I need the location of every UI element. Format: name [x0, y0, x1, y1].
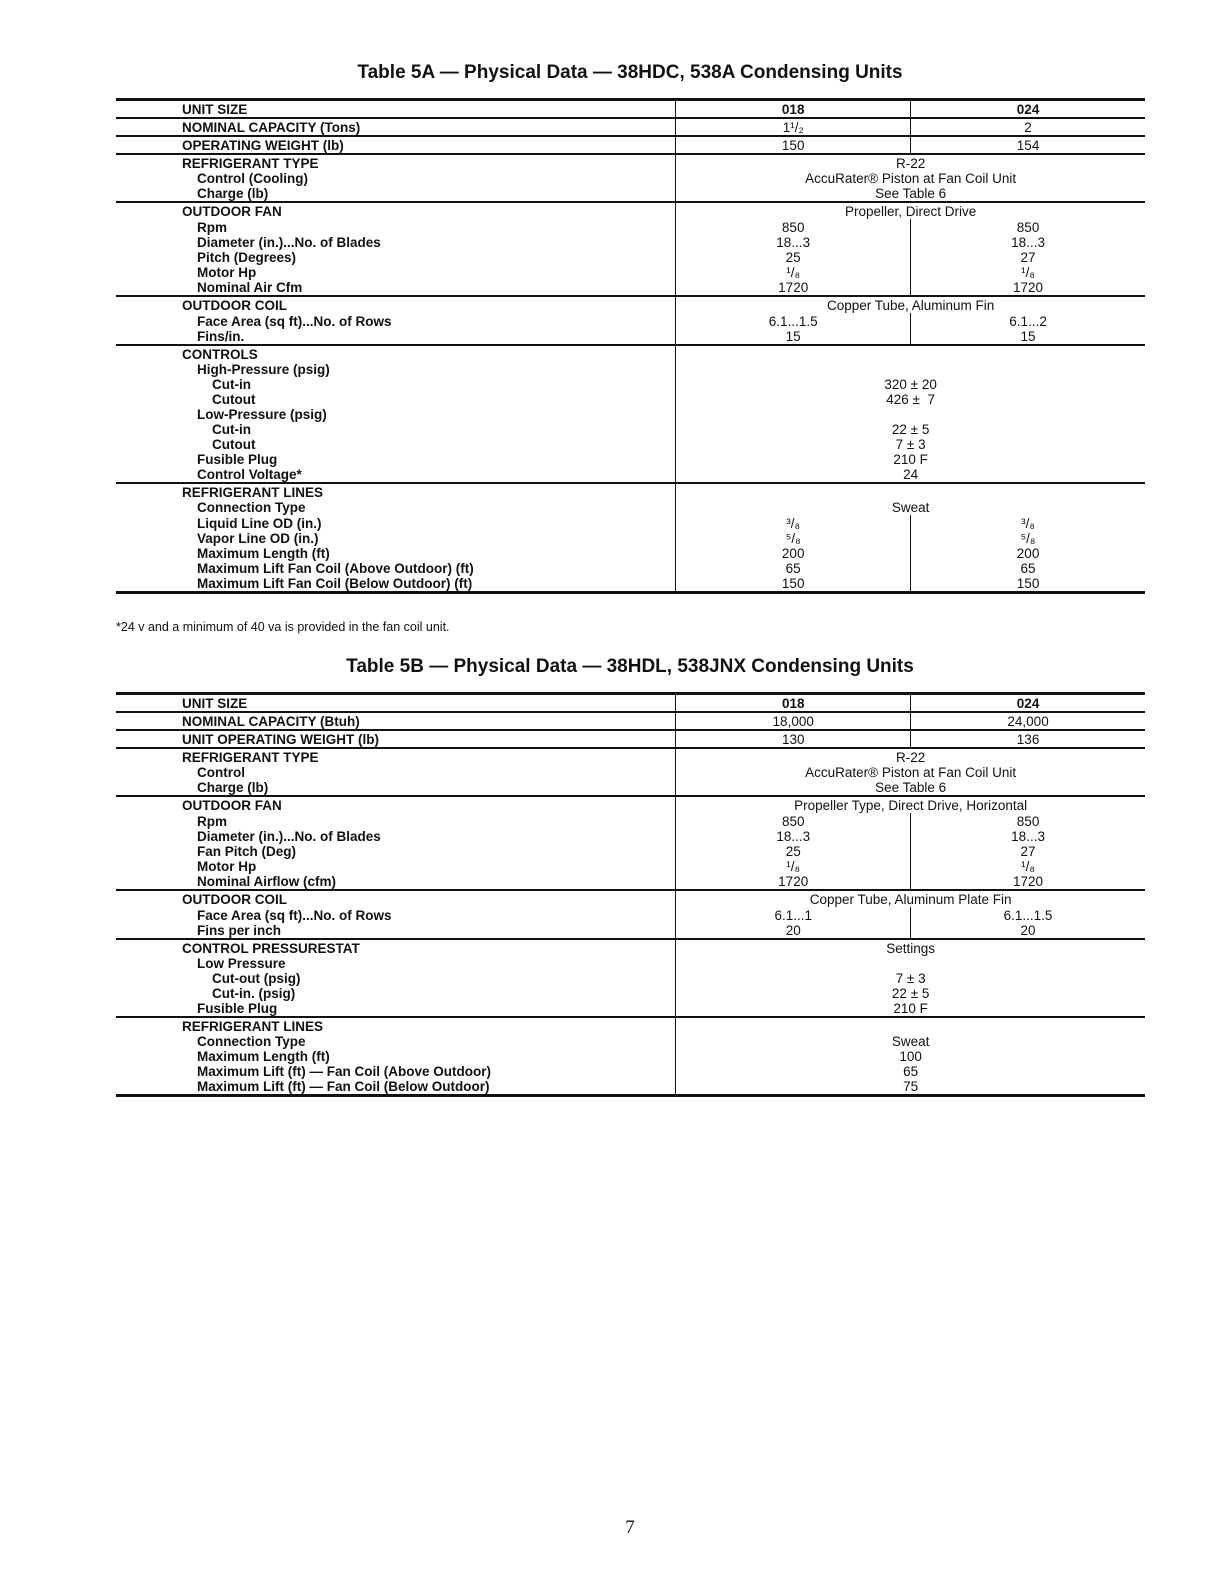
cell-value: 15 — [1020, 329, 1036, 344]
cell-value: ¹/₈ — [1021, 859, 1035, 874]
col-018 — [676, 313, 911, 345]
sub-label: Control — [197, 765, 245, 780]
cell-value: 1720 — [778, 280, 809, 295]
cell-value: 65 — [903, 1064, 919, 1079]
table-row — [116, 712, 1145, 730]
col-024 — [911, 813, 1145, 890]
sub-label: Fan Pitch (Deg) — [197, 844, 297, 859]
sub-label: Control Voltage* — [197, 467, 302, 482]
sub-label: Nominal Airflow (cfm) — [197, 874, 337, 889]
table-row — [116, 483, 1145, 515]
row-label — [116, 748, 676, 796]
section-heading: CONTROL PRESSURESTAT — [182, 941, 360, 956]
table-row — [116, 907, 1145, 939]
col-024 — [911, 907, 1145, 939]
table-row — [116, 136, 1145, 154]
cell-value: 1¹/₂ — [676, 118, 911, 136]
section-heading: CONTROLS — [182, 347, 258, 362]
section-heading: OUTDOOR COIL — [116, 890, 676, 907]
sub-label: Maximum Lift (ft) — Fan Coil (Below Outdoor) — [197, 1079, 490, 1094]
cell-value: 136 — [911, 730, 1145, 748]
sub-label: Fusible Plug — [197, 1001, 278, 1016]
table-row — [116, 296, 1145, 313]
sub-label: Pitch (Degrees) — [197, 250, 297, 265]
section-heading: OUTDOOR FAN — [116, 796, 676, 813]
cell-value: AccuRater® Piston at Fan Coil Unit — [805, 765, 1017, 780]
cell-value: Copper Tube, Aluminum Fin — [826, 298, 995, 313]
sub-label: Cutout — [212, 437, 256, 452]
table-row — [116, 219, 1145, 296]
sub-label: Cut-in. (psig) — [212, 986, 296, 1001]
cell-value: 210 F — [893, 452, 928, 467]
sub-label: Fins per inch — [197, 923, 282, 938]
row-label — [116, 515, 676, 593]
cell-value: ⁵/₈ — [1020, 531, 1036, 546]
table-5b — [116, 692, 1145, 1097]
section-heading: REFRIGERANT LINES — [182, 485, 324, 500]
table-row — [116, 890, 1145, 907]
cell-value: 200 — [1016, 546, 1040, 561]
row-label — [116, 154, 676, 202]
cell-value: Sweat — [891, 1034, 930, 1049]
sub-label: Motor Hp — [197, 859, 257, 874]
table-row — [116, 100, 1145, 119]
section-heading: REFRIGERANT LINES — [182, 1019, 324, 1034]
row-label — [116, 813, 676, 890]
sub-label: Motor Hp — [197, 265, 257, 280]
cell-value: 6.1...1.5 — [768, 314, 818, 329]
cell-value: 65 — [1020, 561, 1036, 576]
row-label — [116, 313, 676, 345]
cell-value: 18...3 — [1011, 235, 1045, 250]
col-024: 024 — [911, 694, 1145, 713]
table-row — [116, 202, 1145, 219]
sub-label: Connection Type — [197, 500, 306, 515]
row-label: UNIT OPERATING WEIGHT (lb) — [116, 730, 676, 748]
section-heading: OUTDOOR COIL — [116, 296, 676, 313]
cell-value: 24 — [903, 467, 919, 482]
cell-value: ⁵/₈ — [785, 531, 801, 546]
table-row — [116, 1017, 1145, 1096]
sub-label: Control (Cooling) — [197, 171, 308, 186]
sub-label: Connection Type — [197, 1034, 306, 1049]
cell-value: R-22 — [896, 156, 926, 171]
cell-value: 65 — [785, 561, 801, 576]
cell-value: 25 — [785, 250, 801, 265]
cell-value: 100 — [899, 1049, 922, 1064]
col-018: 018 — [676, 694, 911, 713]
cell-value: AccuRater® Piston at Fan Coil Unit — [805, 171, 1017, 186]
row-label — [116, 345, 676, 483]
cell-value: ¹/₈ — [1021, 265, 1035, 280]
cell-value: 6.1...1 — [774, 908, 812, 923]
col-024: 024 — [911, 100, 1145, 119]
cell-value — [676, 345, 1145, 483]
cell-value: 850 — [1016, 814, 1040, 829]
cell-value: 25 — [785, 844, 801, 859]
sub-label: Liquid Line OD (in.) — [197, 516, 322, 531]
cell-value: R-22 — [896, 750, 926, 765]
cell-value: Sweat — [891, 500, 930, 515]
cell-value — [676, 748, 1145, 796]
cell-value: 320 ± 20 — [884, 377, 937, 392]
section-heading: OUTDOOR FAN — [116, 202, 676, 219]
table-row — [116, 796, 1145, 813]
table-row — [116, 748, 1145, 796]
row-label — [116, 483, 676, 515]
cell-value: Settings — [886, 941, 936, 956]
table-5a-footnote: *24 v and a minimum of 40 va is provided in the fan coil unit. — [116, 620, 450, 634]
cell-value: 15 — [785, 329, 801, 344]
cell-value: Propeller, Direct Drive — [844, 204, 977, 219]
row-label — [116, 219, 676, 296]
sub-label: Diameter (in.)...No. of Blades — [197, 829, 381, 844]
sub-label: Charge (lb) — [197, 186, 269, 201]
cell-value: ³/₈ — [1021, 516, 1035, 531]
row-label — [116, 939, 676, 1017]
sub-label: Face Area (sq ft)...No. of Rows — [197, 908, 392, 923]
cell-value: 6.1...2 — [1009, 314, 1047, 329]
table-row — [116, 313, 1145, 345]
cell-value: 20 — [785, 923, 801, 938]
cell-value: 22 ± 5 — [891, 422, 930, 437]
cell-value: 2 — [911, 118, 1145, 136]
cell-value: 75 — [903, 1079, 919, 1094]
cell-value: 850 — [781, 814, 805, 829]
cell-value: ³/₈ — [786, 516, 801, 531]
page-number: 7 — [625, 1517, 635, 1538]
cell-value: 850 — [781, 220, 805, 235]
col-018 — [676, 813, 911, 890]
sub-label: Fins/in. — [197, 329, 245, 344]
cell-value: 6.1...1.5 — [1003, 908, 1053, 923]
sub-label: Low Pressure — [197, 956, 286, 971]
cell-value: 7 ± 3 — [895, 971, 926, 986]
cell-value: 24,000 — [911, 712, 1145, 730]
section-heading: REFRIGERANT TYPE — [182, 156, 319, 171]
cell-value: 850 — [1016, 220, 1040, 235]
sub-label: Charge (lb) — [197, 780, 269, 795]
cell-value: 18...3 — [776, 235, 811, 250]
cell-value: 150 — [676, 136, 911, 154]
cell-value: 150 — [1016, 576, 1040, 591]
col-024 — [911, 313, 1145, 345]
sub-label: Cut-out (psig) — [212, 971, 301, 986]
col-018 — [676, 907, 911, 939]
sub-label: High-Pressure (psig) — [197, 362, 330, 377]
cell-value: 150 — [781, 576, 805, 591]
table-5a-title: Table 5A — Physical Data — 38HDC, 538A Condensing Units — [357, 62, 903, 83]
row-label: NOMINAL CAPACITY (Tons) — [116, 118, 676, 136]
cell-value: See Table 6 — [875, 186, 947, 201]
cell-value: ¹/₈ — [786, 859, 801, 874]
cell-value: 1720 — [1013, 280, 1044, 295]
table-row — [116, 515, 1145, 593]
sub-label: Maximum Length (ft) — [197, 546, 330, 561]
cell-value — [676, 1017, 1145, 1096]
cell-value: ¹/₈ — [786, 265, 801, 280]
sub-label: Cutout — [212, 392, 256, 407]
cell-value: 200 — [781, 546, 805, 561]
col-018: 018 — [676, 100, 911, 119]
cell-value: Propeller Type, Direct Drive, Horizontal — [794, 798, 1028, 813]
table-row — [116, 730, 1145, 748]
table-row — [116, 118, 1145, 136]
cell-value: 18...3 — [776, 829, 811, 844]
row-label — [116, 1017, 676, 1096]
cell-value: 27 — [1020, 250, 1036, 265]
sub-label: Rpm — [197, 220, 227, 235]
sub-label: Maximum Lift Fan Coil (Above Outdoor) (ft) — [197, 561, 474, 576]
sub-label: Vapor Line OD (in.) — [197, 531, 319, 546]
col-018 — [676, 515, 911, 593]
cell-value: 20 — [1020, 923, 1036, 938]
row-label: OPERATING WEIGHT (lb) — [116, 136, 676, 154]
cell-value: 130 — [676, 730, 911, 748]
sub-label: Cut-in — [212, 422, 251, 437]
table-5a — [116, 98, 1145, 594]
col-024 — [911, 219, 1145, 296]
cell-value — [676, 483, 1145, 515]
cell-value — [676, 154, 1145, 202]
section-heading: REFRIGERANT TYPE — [182, 750, 319, 765]
cell-value: 22 ± 5 — [891, 986, 930, 1001]
sub-label: Diameter (in.)...No. of Blades — [197, 235, 381, 250]
cell-value: 18,000 — [676, 712, 911, 730]
table-row — [116, 939, 1145, 1017]
sub-label: Maximum Length (ft) — [197, 1049, 330, 1064]
table-row — [116, 345, 1145, 483]
sub-label: Maximum Lift (ft) — Fan Coil (Above Outdoor) — [197, 1064, 491, 1079]
cell-value: See Table 6 — [875, 780, 947, 795]
row-label — [116, 907, 676, 939]
cell-value: 426 ± 7 — [886, 392, 935, 407]
sub-label: Maximum Lift Fan Coil (Below Outdoor) (ft) — [197, 576, 473, 591]
sub-label: Nominal Air Cfm — [197, 280, 303, 295]
table-5b-title: Table 5B — Physical Data — 38HDL, 538JNX Condensing Units — [346, 656, 914, 677]
cell-value: 210 F — [893, 1001, 928, 1016]
sub-label: Fusible Plug — [197, 452, 278, 467]
col-018 — [676, 219, 911, 296]
cell-value: Copper Tube, Aluminum Plate Fin — [809, 892, 1012, 907]
row-label: NOMINAL CAPACITY (Btuh) — [116, 712, 676, 730]
col-024 — [911, 515, 1145, 593]
table-row — [116, 813, 1145, 890]
cell-value: 1720 — [778, 874, 809, 889]
sub-label: Low-Pressure (psig) — [197, 407, 327, 422]
table-row — [116, 694, 1145, 713]
table-row — [116, 154, 1145, 202]
sub-label: Rpm — [197, 814, 227, 829]
cell-value: 154 — [911, 136, 1145, 154]
cell-value: 1720 — [1013, 874, 1044, 889]
sub-label: Cut-in — [212, 377, 251, 392]
cell-value: 7 ± 3 — [895, 437, 926, 452]
cell-value: 18...3 — [1011, 829, 1045, 844]
row-label: UNIT SIZE — [116, 100, 676, 119]
sub-label: Face Area (sq ft)...No. of Rows — [197, 314, 392, 329]
cell-value: 27 — [1020, 844, 1036, 859]
cell-value — [676, 939, 1145, 1017]
row-label: UNIT SIZE — [116, 694, 676, 713]
